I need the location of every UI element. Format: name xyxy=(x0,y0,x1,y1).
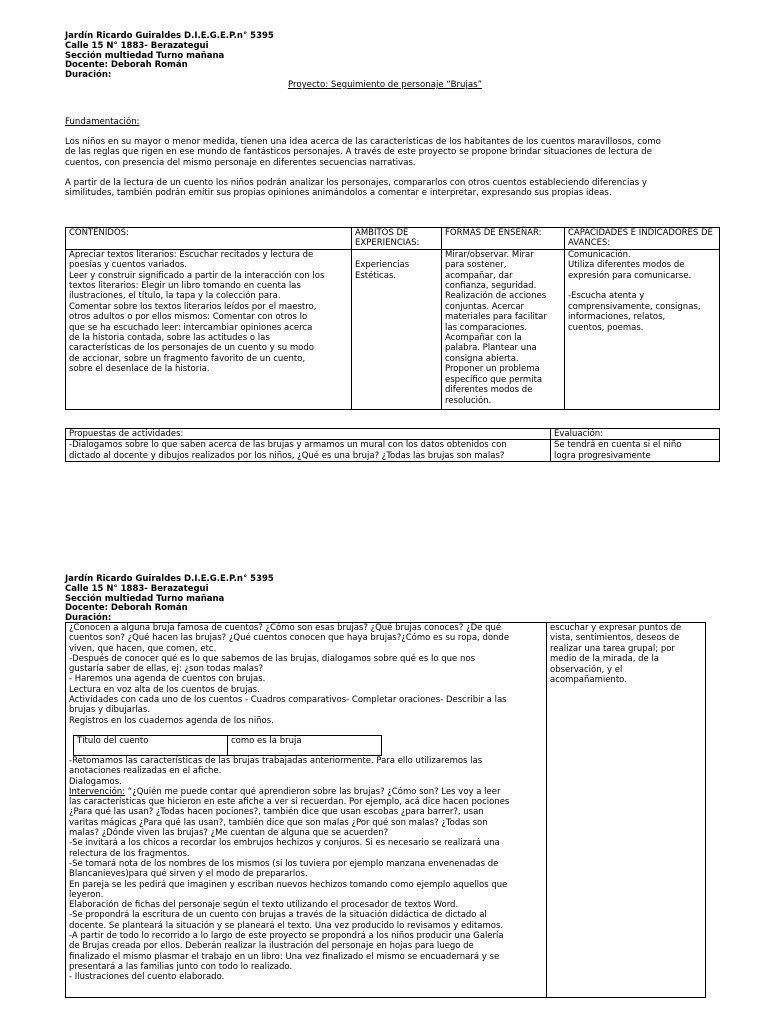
text-line: características de los personajes de un cuento y su modo xyxy=(69,343,314,354)
fundamentacion-paragraph-2 xyxy=(65,178,725,199)
text-line: Acompañar con la xyxy=(445,333,522,344)
text-line: informaciones, relatos, xyxy=(568,312,666,323)
header-ambitos: AMBITOS DE EXPERIENCIAS: xyxy=(352,228,442,250)
cell-propuestas xyxy=(66,440,551,462)
activities-table-continued xyxy=(65,622,706,998)
text-line: comprensivamente, consignas, xyxy=(568,301,701,312)
text-line: -Escucha atenta y xyxy=(568,291,645,302)
text-line: Mirar/observar. Mirar xyxy=(445,249,534,260)
cell-capacidades xyxy=(565,249,720,409)
text-line: Los niños en su mayor o menor medida, tienen una idea acerca de las características de los habitantes de los cuentos maravillosos, como xyxy=(65,137,661,147)
school-header xyxy=(65,32,274,81)
text-line: Comunicación. xyxy=(568,249,631,260)
text-line: vista, sentimientos, deseos de xyxy=(550,633,680,644)
text-line: poesías y cuentos variados. xyxy=(69,260,188,271)
text-line: Actividades con cada uno de los cuentos - Cuadros comparativos- Completar oraciones- Describir a las xyxy=(69,695,507,706)
text-line: cuentos, poemas. xyxy=(568,322,644,333)
text-line: presentará a las familias junto con todo lo realizado. xyxy=(69,961,293,972)
intervencion-label: Intervención: xyxy=(69,786,126,797)
text-line: Lectura en voz alta de los cuentos de brujas. xyxy=(69,684,260,695)
text-line: - Haremos una agenda de cuentos con brujas. xyxy=(69,674,266,685)
text-line: docente. Se planteará la situación y se planeará el texto. Una vez producido lo revisamos y editamos. xyxy=(69,920,504,931)
text-line: expresión para comunicarse. xyxy=(568,270,692,281)
spacer xyxy=(69,726,543,735)
text-line: otros adultos o por ellos mismos: Comentar con otros lo xyxy=(69,312,308,323)
text-line: A partir de la lectura de un cuento los niños podrán analizar los personajes, compararlos con otros cuentos estableciendo diferencias y xyxy=(65,178,647,188)
cell-contenidos xyxy=(66,249,352,409)
header-school-name: Jardín Ricardo Guiraldes D.I.E.G.E.P.n° 5395 xyxy=(65,574,274,584)
text-line: Se tendrá en cuenta si el niño xyxy=(554,440,682,451)
text-line: viven, que hacen, que comen, etc. xyxy=(69,643,217,654)
comparison-header-title: Título del cuento xyxy=(74,735,228,755)
text-line: En pareja se les pedirá que imaginen y escriban nuevos hechizos tomando como ejemplo aquellos que xyxy=(69,879,508,890)
text-line: que se ha escuchado leer: intercambiar opiniones acerca xyxy=(69,322,313,333)
text-line: brujas y dibujarlas. xyxy=(69,705,151,716)
text-line: de accionar, sobre un fragmento favorito de un cuento, xyxy=(69,353,306,364)
text-line: finalizado el mismo plasmar el trabajo en un libro: Una vez finalizado el mismo se encuadernará y se xyxy=(69,951,500,962)
text-line: observación, y el xyxy=(550,664,623,675)
text-line: Leer y construir significado a partir de la interacción con los xyxy=(69,270,325,281)
text-line: confianza, seguridad. xyxy=(445,281,537,292)
header-school-name: Jardín Ricardo Guiraldes D.I.E.G.E.P.n° 5395 xyxy=(65,31,274,41)
cell-evaluacion xyxy=(551,440,720,462)
text-line: Apreciar textos literarios: Escuchar recitados y lectura de xyxy=(69,249,314,260)
text-line: -Se invitará a los chicos a recordar los embrujos hechizos y conjuros. Si es necesario se realizará una xyxy=(69,838,500,849)
text-line: de Brujas creada por ellos. Deberán realizar la ilustración del personaje en hojas para luego de xyxy=(69,941,474,952)
text-line: consigna abierta. xyxy=(445,353,519,364)
text-line: acompañar, dar xyxy=(445,270,513,281)
cell-ambitos xyxy=(352,249,442,409)
school-header-page-2 xyxy=(65,575,274,624)
text-line: medio de la mirada, de la xyxy=(550,654,660,665)
blank-line xyxy=(355,250,438,260)
text-line: ¿Conocen a alguna bruja famosa de cuentos? ¿Cómo son esas brujas? ¿Qué brujas conoces? ¿De qué xyxy=(69,623,502,633)
header-contenidos: CONTENIDOS: xyxy=(66,228,352,250)
fundamentacion-heading: Fundamentación: xyxy=(65,117,140,127)
text-line: conjuntas. Acercar xyxy=(445,301,525,312)
text-line: dictado al docente y dibujos realizados por los niños, ¿Qué es una bruja? ¿Todas las brujas son malas? xyxy=(69,450,505,461)
text-line: similitudes, también podrán emitir sus propias opiniones animándolos a comentar e interpretar, expresando sus propias ideas. xyxy=(65,188,612,199)
text-line: textos literarios: Elegir un libro tomando en cuenta las xyxy=(69,281,301,292)
text-line: las comparaciones. xyxy=(445,322,528,333)
intervencion-line xyxy=(69,787,543,797)
text-line: realizar una tarea grupal; por xyxy=(550,643,675,654)
fundamentacion-paragraph-1 xyxy=(65,137,725,168)
text-line: palabra. Plantear una xyxy=(445,343,537,354)
contents-table xyxy=(65,227,720,410)
text-line: relectura de los fragmentos. xyxy=(69,848,190,859)
header-address: Calle 15 N° 1883- Berazategui xyxy=(65,40,209,51)
text-line: Comentar sobre los textos literarios leídos por el maestro, xyxy=(69,301,317,312)
text-line: cuentos, con presencia del mismo personaje en diferentes secuencias narrativas. xyxy=(65,157,416,168)
cell-activities-continued xyxy=(66,623,547,998)
text-line: -Después de conocer qué es lo que sabemos de las brujas, dialogamos sobre qué es lo que nos xyxy=(69,653,476,664)
text-line: las características que hicieron en este afiche a ver si recuerdan. Por ejemplo, acá dice hacen pociones xyxy=(69,797,510,808)
text-line: Experiencias xyxy=(355,260,410,271)
text-line: Utiliza diferentes modos de xyxy=(568,260,685,271)
text-line: ilustraciones, el título, la tapa y la colección para. xyxy=(69,291,281,302)
header-evaluacion: Evaluación: xyxy=(551,429,720,440)
text-line: ¿Para qué las usan? ¿Todas hacen pociones?, también dice que usan escobas ¿para barrer?, usan xyxy=(69,807,484,818)
comparison-header-witch: como es la bruja xyxy=(228,735,382,755)
cell-formas xyxy=(442,249,565,409)
header-duration: Duración: xyxy=(65,70,112,81)
text-line: Elaboración de fichas del personaje según el texto utilizando el procesador de textos Word. xyxy=(69,900,459,911)
text-line: de las reglas que rigen en ese mundo de fantásticos personajes. A través de este proyecto se propone brindar situaciones de lectura de xyxy=(65,147,652,158)
text-line: leyeron. xyxy=(69,889,104,900)
text-line: diferentes modos de xyxy=(445,385,533,396)
text-line: -Se propondrá la escritura de un cuento con brujas a través de la situación didáctica de dictado al xyxy=(69,910,487,921)
text-line: - Ilustraciones del cuento elaborado. xyxy=(69,972,225,983)
text-line: anotaciones realizadas en el afiche. xyxy=(69,766,222,777)
text-line: varitas mágicas ¿Para qué las usan?, también dice que son malas ¿Por qué son malas? ¿Todas son xyxy=(69,817,488,828)
text-line: -Dialogamos sobre lo que saben acerca de las brujas y armamos un mural con los datos obtenidos con xyxy=(69,440,507,451)
header-section: Sección multiedad Turno mañana xyxy=(65,50,225,61)
text-line: escuchar y expresar puntos de xyxy=(550,623,682,633)
text-line: Dialogamos. xyxy=(69,776,122,787)
text-line: Blancanieves)para qué sirven y el modo de prepararlos. xyxy=(69,869,308,880)
text-line: Estéticas. xyxy=(355,270,397,281)
activities-table xyxy=(65,428,720,462)
text-line: resolución. xyxy=(445,395,492,406)
header-address: Calle 15 N° 1883- Berazategui xyxy=(65,583,209,594)
intervencion-text: “¿Quién me puede contar qué aprendieron sobre las brujas? ¿Cómo son? Les voy a leer xyxy=(125,786,501,797)
text-line: sobre el desenlace de la historia. xyxy=(69,364,210,375)
header-formas: FORMAS DE ENSEÑAR: xyxy=(442,228,565,250)
text-line: Realización de acciones xyxy=(445,291,547,302)
text-line: materiales para facilitar xyxy=(445,312,547,323)
text-line: logra progresivamente xyxy=(554,450,651,461)
text-line: -A partir de todo lo recorrido a lo largo de este proyecto se propondrá a los niños producir una Galería xyxy=(69,931,504,942)
project-title: Proyecto: Seguimiento de personaje “Brujas” xyxy=(287,80,483,90)
cell-evaluation-continued xyxy=(547,623,706,998)
text-line: Proponer un problema xyxy=(445,364,540,375)
text-line: cuentos son? ¿Qué hacen las brujas? ¿Qué cuentos conocen que haya brujas?¿Cómo es su ropa, donde xyxy=(69,633,510,644)
text-line: gustaría saber de ellas, ej: ¿son todas malas? xyxy=(69,664,263,675)
blank-line xyxy=(568,281,716,291)
comparison-table xyxy=(73,735,382,756)
text-line: malas? ¿Dónde viven las brujas? ¿Me cuentan de alguna que se acuerden? xyxy=(69,828,389,839)
header-propuestas: Propuestas de actividades: xyxy=(66,429,551,440)
header-capacidades: CAPACIDADES E INDICADORES DE AVANCES: xyxy=(565,228,720,250)
text-line: -Retomamos las características de las brujas trabajadas anteriormente. Para ello utilizaremos las xyxy=(69,755,483,766)
header-teacher: Docente: Deborah Román xyxy=(65,60,188,71)
text-line: acompañamiento. xyxy=(550,675,627,686)
text-line: para sostener, xyxy=(445,260,507,271)
text-line: específico que permita xyxy=(445,374,543,385)
text-line: de la historia contada, sobre las actitudes o las xyxy=(69,333,270,344)
header-teacher: Docente: Deborah Román xyxy=(65,603,188,614)
text-line: Registros en los cuadernos agenda de los niños. xyxy=(69,715,274,726)
header-section: Sección multiedad Turno mañana xyxy=(65,593,225,604)
header-duration: Duración: xyxy=(65,613,112,624)
text-line: -Se tomará nota de los nombres de los mismos (si los tuviera por ejemplo manzana envenenadas de xyxy=(69,858,499,869)
